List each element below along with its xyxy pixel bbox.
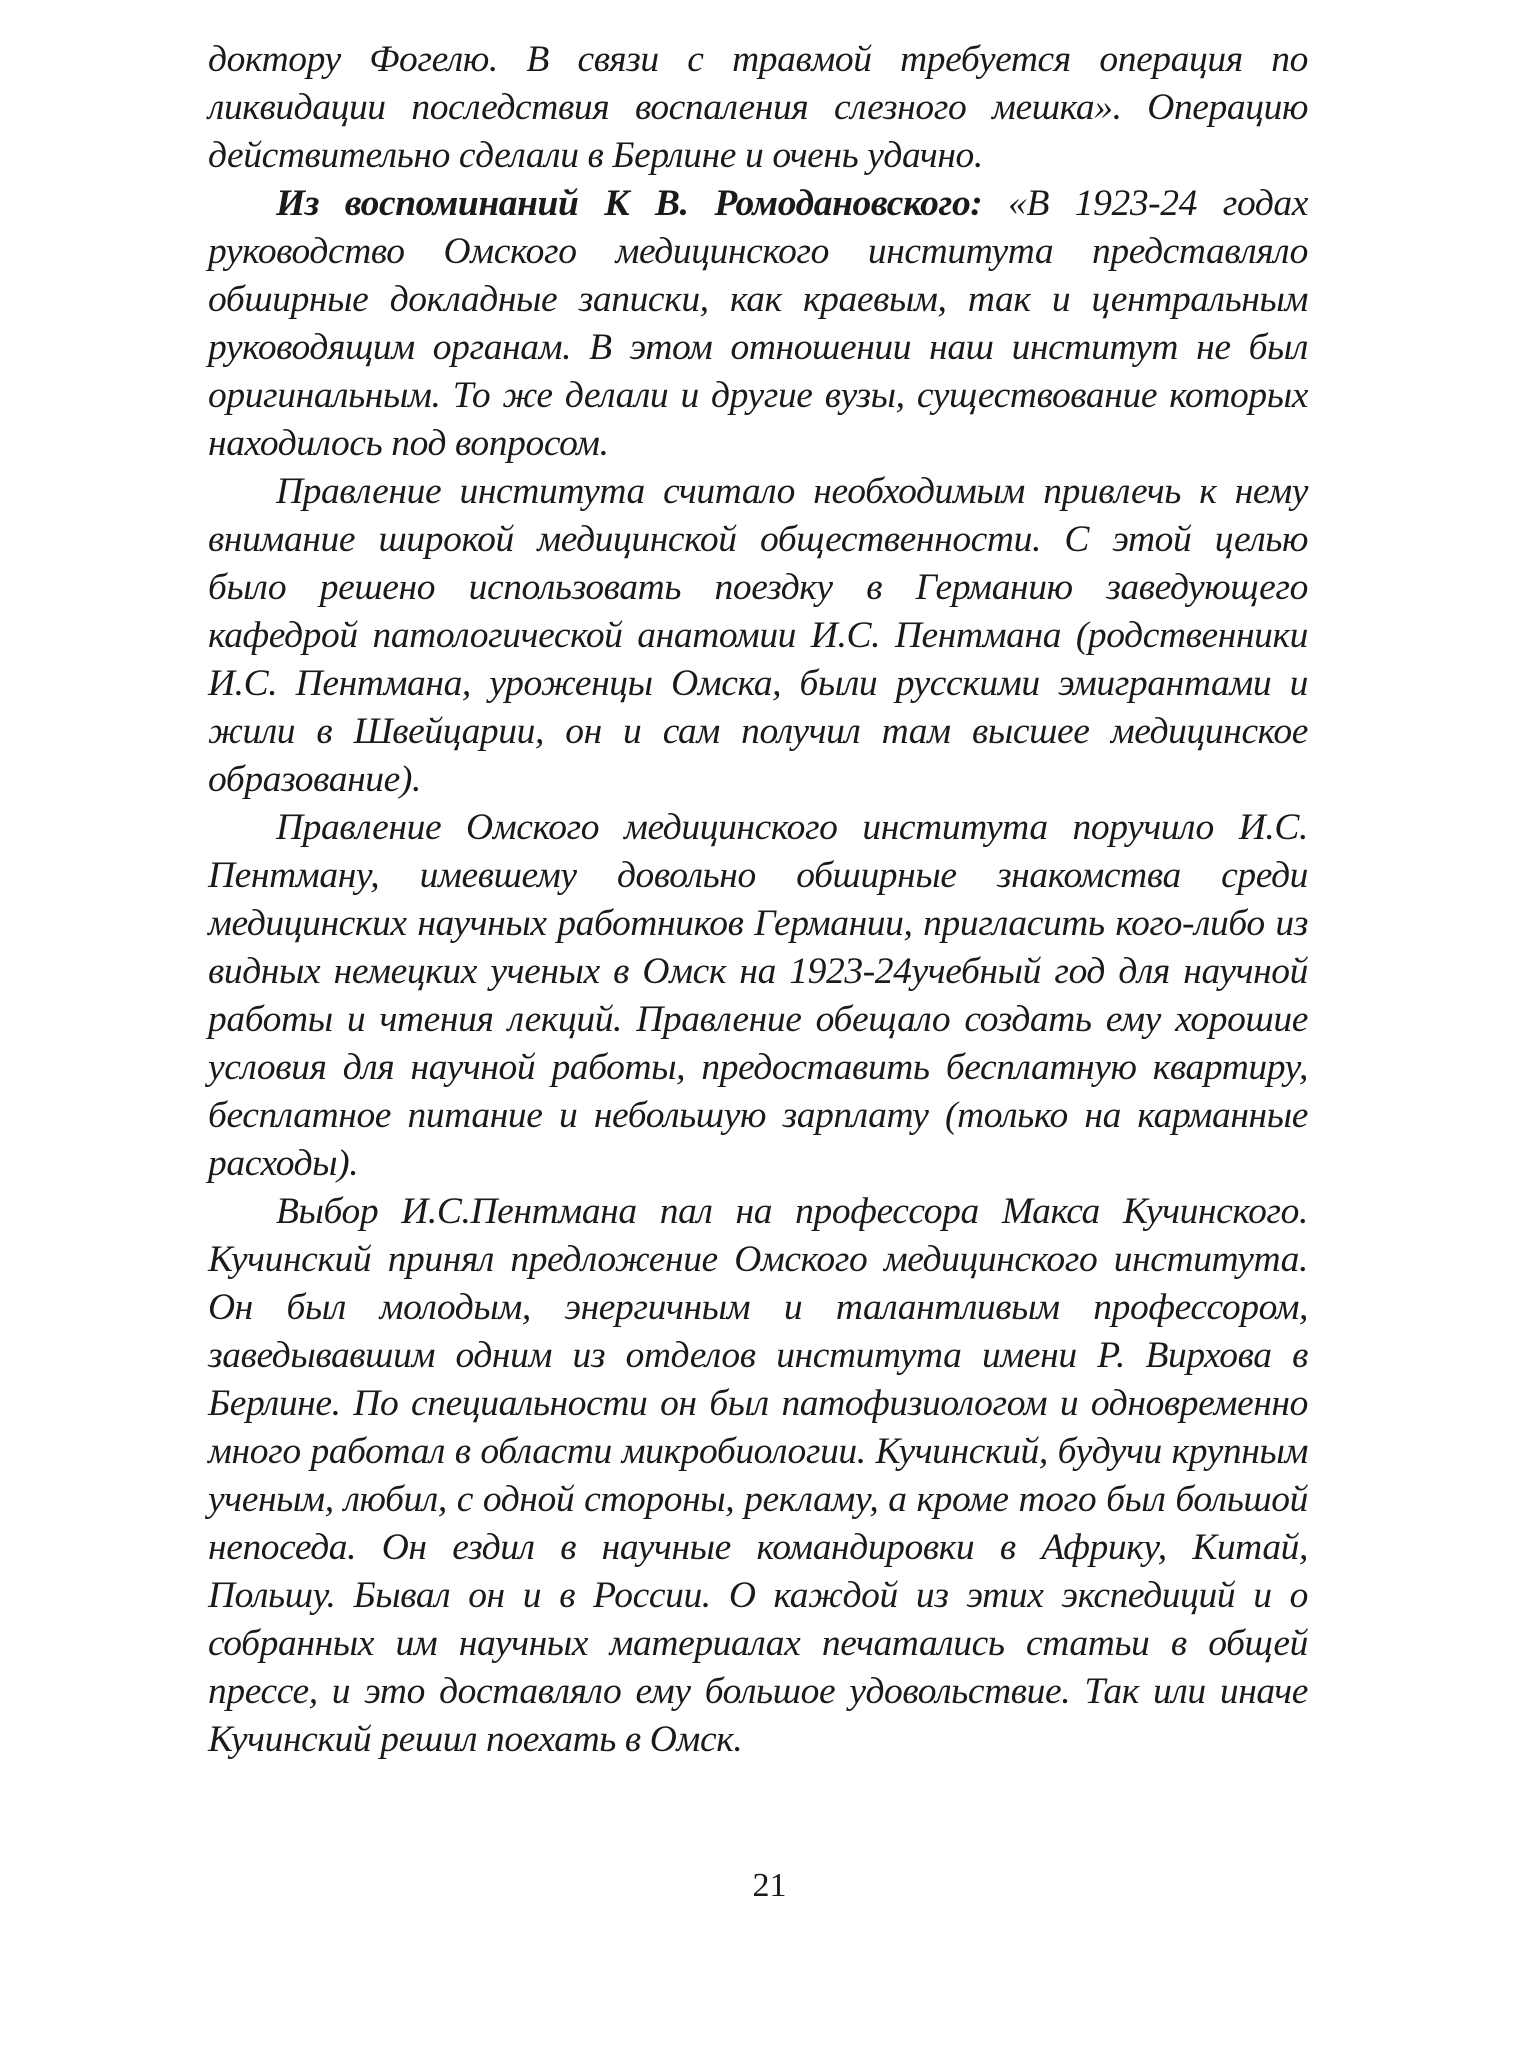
paragraph-2 bbox=[208, 180, 1308, 468]
paragraph-1 bbox=[208, 36, 1308, 180]
paragraph-5-text: Выбор И.С.Пентмана пал на профессора Макса Кучинского. Кучинский принял предложение Омского медицинского института. Он был молодым, энергичным и талантливым профессором, заведывавшим одним из отделов института имени Р. Вирхова в Берлине. По специальности он был патофизиологом и одновременно много работал в области микробиологии. Кучинский, будучи крупным ученым, любил, с одной стороны, рекламу, а кроме того был большой непоседа. Он ездил в научные командировки в Африку, Китай, Польшу. Бывал он и в России. О каждой из этих экспедиций и о собранных им научных материалах печатались статьи в общей прессе, и это доставляло ему большое удовольствие. Так или иначе Кучинский решил поехать в Омск. bbox=[208, 1191, 1308, 1760]
paragraph-2-lead: Из воспоминаний К В. Ромодановского: bbox=[276, 183, 983, 224]
page-body bbox=[208, 36, 1308, 1764]
paragraph-4 bbox=[208, 804, 1308, 1188]
paragraph-3-text: Правление института считало необходимым привлечь к нему внимание широкой медицинской общественности. С этой целью было решено использовать поездку в Германию заведующего кафедрой патологической анатомии И.С. Пентмана (родственники И.С. Пентмана, уроженцы Омска, были русскими эмигрантами и жили в Швейцарии, он и сам получил там высшее медицинское образование). bbox=[208, 471, 1308, 800]
paragraph-2-text: «В 1923-24 годах руководство Омского медицинского института представляло обширные докладные записки, как краевым, так и центральным руководящим органам. В этом отношении наш институт не был оригинальным. То же делали и другие вузы, существование которых находилось под вопросом. bbox=[208, 183, 1308, 464]
paragraph-4-text: Правление Омского медицинского института поручило И.С. Пентману, имевшему довольно обширные знакомства среди медицинских научных работников Германии, пригласить кого-либо из видных немецких ученых в Омск на 1923-24учебный год для научной работы и чтения лекций. Правление обещало создать ему хорошие условия для научной работы, предоставить бесплатную квартиру, бесплатное питание и небольшую зарплату (только на карманные расходы). bbox=[208, 807, 1308, 1184]
paragraph-3 bbox=[208, 468, 1308, 804]
paragraph-5 bbox=[208, 1188, 1308, 1764]
page-number: 21 bbox=[752, 1867, 787, 1904]
paragraph-1-text: доктору Фогелю. В связи с травмой требуется операция по ликвидации последствия воспаления слезного мешка». Операцию действительно сделали в Берлине и очень удачно. bbox=[208, 39, 1308, 176]
